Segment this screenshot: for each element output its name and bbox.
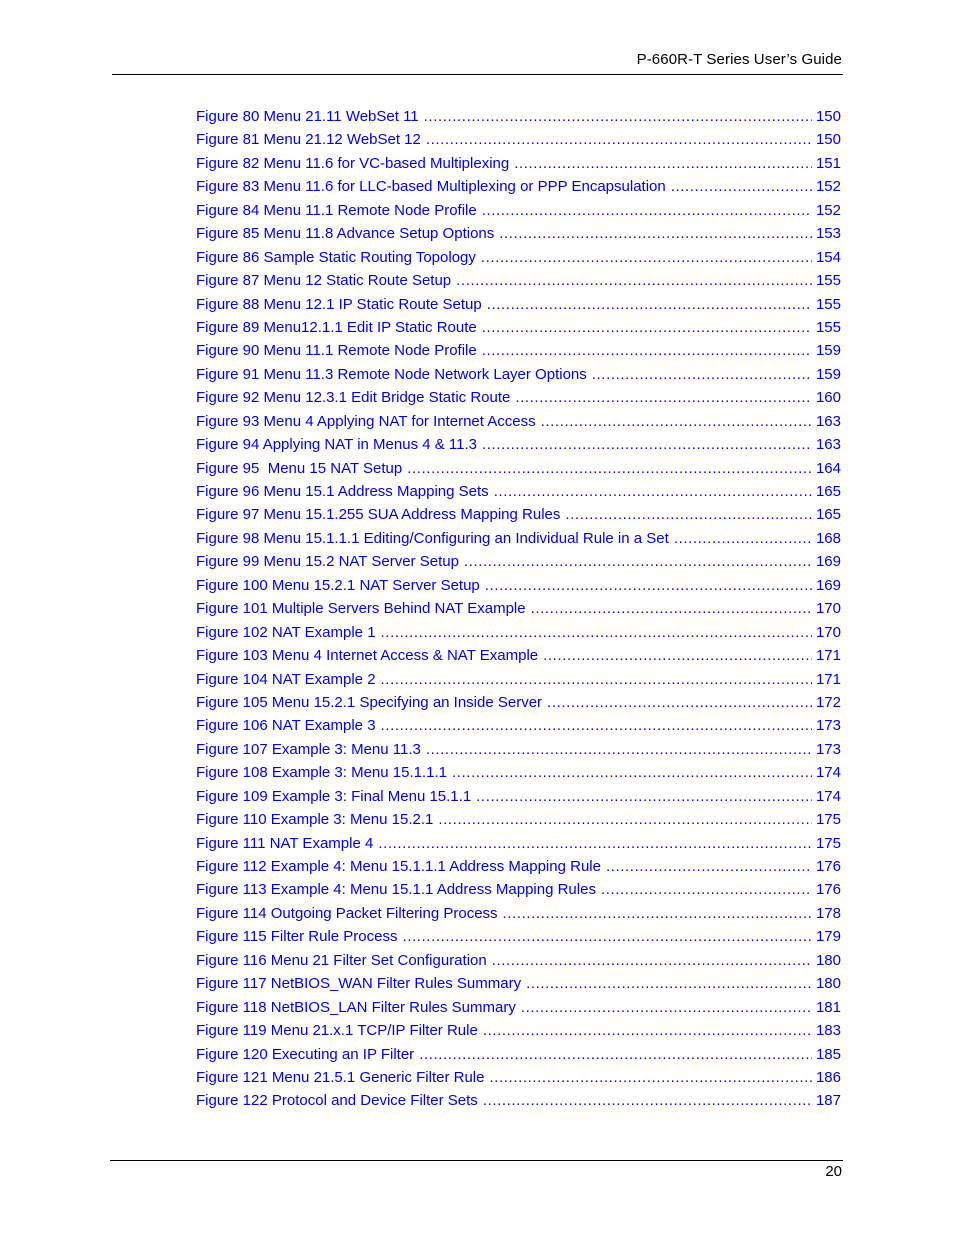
figure-page-number: 163 — [815, 412, 841, 430]
figure-page-number: 173 — [815, 717, 841, 735]
list-of-figures — [196, 105, 841, 1113]
dot-leader — [482, 339, 812, 362]
toc-entry-link[interactable] — [196, 480, 841, 503]
toc-entry-link[interactable] — [196, 644, 841, 667]
dot-leader — [487, 293, 812, 316]
figure-page-number: 164 — [815, 459, 841, 477]
dot-leader — [424, 105, 812, 128]
figure-page-number: 170 — [815, 600, 841, 618]
figure-title: Figure 85 Menu 11.8 Advance Setup Options — [196, 225, 495, 243]
figure-page-number: 170 — [815, 623, 841, 641]
figure-page-number: 150 — [815, 131, 841, 149]
toc-entry-link[interactable] — [196, 925, 841, 948]
figure-page-number: 183 — [815, 1022, 841, 1040]
figure-page-number: 169 — [815, 576, 841, 594]
dot-leader — [503, 902, 812, 925]
figure-page-number: 175 — [815, 811, 841, 829]
toc-entry-link[interactable] — [196, 761, 841, 784]
page-footer — [110, 1160, 843, 1180]
figure-title: Figure 111 NAT Example 4 — [196, 834, 374, 852]
toc-entry-link[interactable] — [196, 972, 841, 995]
toc-entry-link[interactable] — [196, 410, 841, 433]
toc-entry-link[interactable] — [196, 832, 841, 855]
figure-title: Figure 81 Menu 21.12 WebSet 12 — [196, 131, 421, 149]
figure-page-number: 152 — [815, 201, 841, 219]
dot-leader — [456, 269, 812, 292]
toc-entry-link[interactable] — [196, 668, 841, 691]
figure-page-number: 175 — [815, 834, 841, 852]
figure-title: Figure 94 Applying NAT in Menus 4 & 11.3 — [196, 436, 477, 454]
figure-title: Figure 115 Filter Rule Process — [196, 928, 398, 946]
dot-leader — [402, 925, 812, 948]
figure-title: Figure 116 Menu 21 Filter Set Configuration — [196, 951, 487, 969]
figure-page-number: 179 — [815, 928, 841, 946]
figure-page-number: 174 — [815, 787, 841, 805]
dot-leader — [378, 832, 812, 855]
dot-leader — [482, 433, 812, 456]
dot-leader — [499, 222, 812, 245]
figure-page-number: 169 — [815, 553, 841, 571]
figure-page-number: 168 — [815, 529, 841, 547]
figure-page-number: 155 — [815, 318, 841, 336]
figure-page-number: 171 — [815, 647, 841, 665]
toc-entry-link[interactable] — [196, 293, 841, 316]
toc-entry-link[interactable] — [196, 738, 841, 761]
document-title: P-660R-T Series User’s Guide — [636, 51, 842, 68]
figure-title: Figure 108 Example 3: Menu 15.1.1.1 — [196, 764, 447, 782]
toc-entry-link[interactable] — [196, 152, 841, 175]
figure-page-number: 155 — [815, 295, 841, 313]
figure-page-number: 174 — [815, 764, 841, 782]
dot-leader — [426, 128, 812, 151]
figure-title: Figure 82 Menu 11.6 for VC-based Multiplexing — [196, 154, 510, 172]
figure-title: Figure 86 Sample Static Routing Topology — [196, 248, 476, 266]
figure-title: Figure 118 NetBIOS_LAN Filter Rules Summary — [196, 998, 516, 1016]
figure-title: Figure 121 Menu 21.5.1 Generic Filter Rule — [196, 1068, 485, 1086]
toc-entry-link[interactable] — [196, 808, 841, 831]
figure-title: Figure 80 Menu 21.11 WebSet 11 — [196, 108, 419, 125]
dot-leader — [565, 503, 812, 526]
figure-title: Figure 117 NetBIOS_WAN Filter Rules Summary — [196, 975, 522, 993]
dot-leader — [541, 410, 812, 433]
dot-leader — [476, 785, 812, 808]
dot-leader — [481, 246, 812, 269]
toc-entry-link[interactable] — [196, 1043, 841, 1066]
toc-entry-link[interactable] — [196, 105, 841, 128]
figure-page-number: 171 — [815, 670, 841, 688]
figure-title: Figure 122 Protocol and Device Filter Sets — [196, 1092, 478, 1110]
toc-entry-link[interactable] — [196, 199, 841, 222]
toc-entry-link[interactable] — [196, 1019, 841, 1042]
figure-title: Figure 90 Menu 11.1 Remote Node Profile — [196, 342, 477, 360]
toc-entry-link[interactable] — [196, 996, 841, 1019]
figure-title: Figure 103 Menu 4 Internet Access & NAT Example — [196, 647, 539, 665]
figure-title: Figure 105 Menu 15.2.1 Specifying an Inside Server — [196, 693, 543, 711]
figure-title: Figure 119 Menu 21.x.1 TCP/IP Filter Rule — [196, 1022, 478, 1040]
dot-leader — [489, 1066, 811, 1089]
dot-leader — [419, 1043, 812, 1066]
dot-leader — [381, 621, 812, 644]
figure-title: Figure 87 Menu 12 Static Route Setup — [196, 272, 452, 290]
toc-entry-link[interactable] — [196, 1089, 841, 1112]
figure-page-number: 165 — [815, 506, 841, 524]
figure-title: Figure 98 Menu 15.1.1.1 Editing/Configuring an Individual Rule in a Set — [196, 529, 669, 547]
dot-leader — [671, 175, 812, 198]
figure-page-number: 187 — [815, 1092, 841, 1110]
figure-page-number: 180 — [815, 975, 841, 993]
toc-entry-link[interactable] — [196, 316, 841, 339]
dot-leader — [592, 363, 812, 386]
figure-title: Figure 110 Example 3: Menu 15.2.1 — [196, 811, 434, 829]
figure-page-number: 185 — [815, 1045, 841, 1063]
figure-title: Figure 89 Menu12.1.1 Edit IP Static Route — [196, 318, 477, 336]
figure-title: Figure 91 Menu 11.3 Remote Node Network Layer Options — [196, 365, 587, 383]
figure-title: Figure 109 Example 3: Final Menu 15.1.1 — [196, 787, 472, 805]
toc-entry-link[interactable] — [196, 457, 841, 480]
toc-entry-link[interactable] — [196, 269, 841, 292]
page-header — [112, 50, 843, 75]
dot-leader — [464, 550, 812, 573]
dot-leader — [438, 808, 812, 831]
toc-entry-link[interactable] — [196, 550, 841, 573]
figure-page-number: 181 — [815, 998, 841, 1016]
toc-entry-link[interactable] — [196, 433, 841, 456]
figure-title: Figure 100 Menu 15.2.1 NAT Server Setup — [196, 576, 480, 594]
toc-entry-link[interactable] — [196, 363, 841, 386]
figure-title: Figure 112 Example 4: Menu 15.1.1.1 Address Mapping Rule — [196, 858, 601, 875]
figure-title: Figure 104 NAT Example 2 — [196, 670, 376, 688]
figure-title: Figure 92 Menu 12.3.1 Edit Bridge Static Route — [196, 389, 511, 407]
toc-entry-link[interactable] — [196, 691, 841, 714]
toc-entry-link[interactable] — [196, 527, 841, 550]
dot-leader — [606, 855, 812, 878]
dot-leader — [543, 644, 812, 667]
figure-page-number: 165 — [815, 483, 841, 500]
toc-entry-link[interactable] — [196, 949, 841, 972]
figure-page-number: 154 — [815, 248, 841, 266]
figure-page-number: 176 — [815, 881, 841, 899]
toc-entry-link[interactable] — [196, 574, 841, 597]
figure-title: Figure 102 NAT Example 1 — [196, 623, 376, 641]
toc-entry-link[interactable] — [196, 878, 841, 901]
dot-leader — [492, 949, 812, 972]
toc-entry-link[interactable] — [196, 339, 841, 362]
dot-leader — [407, 457, 812, 480]
toc-entry-link[interactable] — [196, 855, 841, 878]
dot-leader — [482, 199, 812, 222]
toc-entry-link[interactable] — [196, 621, 841, 644]
dot-leader — [521, 996, 812, 1019]
figure-page-number: 159 — [815, 342, 841, 360]
figure-page-number: 150 — [815, 108, 841, 125]
dot-leader — [381, 668, 812, 691]
figure-title: Figure 99 Menu 15.2 NAT Server Setup — [196, 553, 459, 571]
figure-page-number: 180 — [815, 951, 841, 969]
figure-page-number: 172 — [815, 693, 841, 711]
figure-title: Figure 107 Example 3: Menu 11.3 — [196, 740, 421, 758]
figure-title: Figure 95 Menu 15 NAT Setup — [196, 459, 403, 477]
dot-leader — [514, 152, 812, 175]
figure-page-number: 159 — [815, 365, 841, 383]
figure-page-number: 155 — [815, 272, 841, 290]
figure-title: Figure 114 Outgoing Packet Filtering Process — [196, 904, 498, 922]
page-number: 20 — [825, 1163, 842, 1180]
toc-entry-link[interactable] — [196, 597, 841, 620]
toc-entry-link[interactable] — [196, 386, 841, 409]
dot-leader — [452, 761, 812, 784]
toc-entry-link[interactable] — [196, 246, 841, 269]
figure-title: Figure 96 Menu 15.1 Address Mapping Sets — [196, 483, 489, 500]
figure-page-number: 176 — [815, 858, 841, 875]
dot-leader — [381, 714, 812, 737]
dot-leader — [515, 386, 812, 409]
figure-title: Figure 84 Menu 11.1 Remote Node Profile — [196, 201, 477, 219]
dot-leader — [494, 480, 812, 503]
dot-leader — [426, 738, 812, 761]
toc-entry-link[interactable] — [196, 714, 841, 737]
figure-page-number: 152 — [815, 178, 841, 196]
figure-page-number: 173 — [815, 740, 841, 758]
toc-entry-link[interactable] — [196, 222, 841, 245]
dot-leader — [526, 972, 812, 995]
toc-entry-link[interactable] — [196, 902, 841, 925]
dot-leader — [482, 316, 812, 339]
dot-leader — [483, 1019, 812, 1042]
toc-entry-link[interactable] — [196, 175, 841, 198]
toc-entry-link[interactable] — [196, 785, 841, 808]
figure-title: Figure 113 Example 4: Menu 15.1.1 Address Mapping Rules — [196, 881, 596, 899]
toc-entry-link[interactable] — [196, 1066, 841, 1089]
figure-title: Figure 88 Menu 12.1 IP Static Route Setup — [196, 295, 482, 313]
figure-title: Figure 83 Menu 11.6 for LLC-based Multiplexing or PPP Encapsulation — [196, 178, 666, 196]
dot-leader — [531, 597, 812, 620]
figure-title: Figure 101 Multiple Servers Behind NAT Example — [196, 600, 526, 618]
dot-leader — [483, 1089, 812, 1112]
figure-title: Figure 106 NAT Example 3 — [196, 717, 376, 735]
figure-title: Figure 97 Menu 15.1.255 SUA Address Mapping Rules — [196, 506, 561, 524]
figure-title: Figure 120 Executing an IP Filter — [196, 1045, 415, 1063]
figure-page-number: 160 — [815, 389, 841, 407]
figure-title: Figure 93 Menu 4 Applying NAT for Internet Access — [196, 412, 536, 430]
figure-page-number: 153 — [815, 225, 841, 243]
figure-page-number: 186 — [815, 1068, 841, 1086]
dot-leader — [601, 878, 812, 901]
toc-entry-link[interactable] — [196, 128, 841, 151]
figure-page-number: 163 — [815, 436, 841, 454]
dot-leader — [547, 691, 812, 714]
dot-leader — [485, 574, 812, 597]
toc-entry-link[interactable] — [196, 503, 841, 526]
figure-page-number: 178 — [815, 904, 841, 922]
figure-page-number: 151 — [815, 154, 841, 172]
dot-leader — [674, 527, 812, 550]
